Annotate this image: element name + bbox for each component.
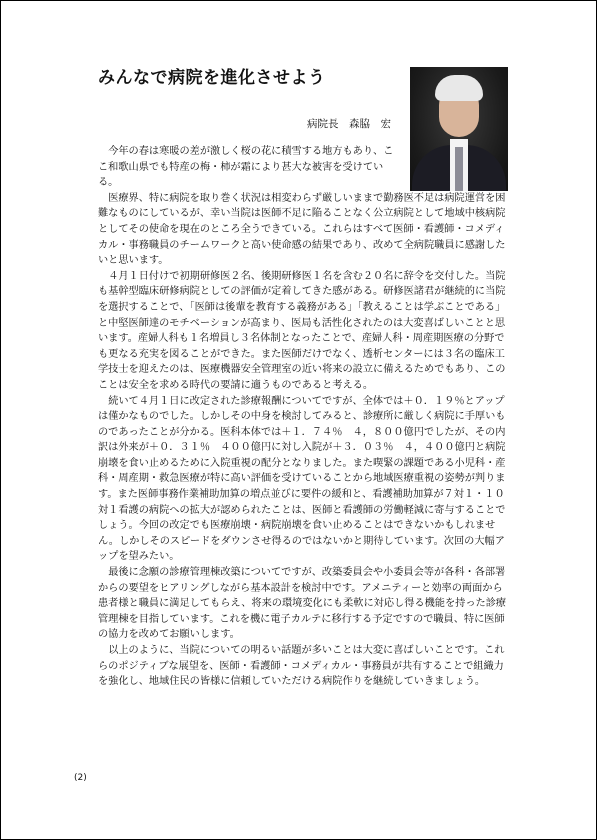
article-body <box>98 144 511 690</box>
paragraph: 最後に念願の診療管理棟改築についてですが、改築委員会や小委員会等が各科・各部署からの要望をヒアリングしながら基本設計を検討中です。アメニティーと効率の両面から患者様と職員に満足してもらえ、将来の環境変化にも柔軟に対応し得る機能を持った診療管理棟を目指しています。これを機に電子カルテに移行する予定ですので職員、特に医師の協力を改めてお願いします。 <box>98 567 507 641</box>
paragraph: 医療界、特に病院を取り巻く状況は相変わらず厳しいままで勤務医不足は病院運営を困難なものにしているが、幸い当院は医師不足に陥ることなく公立病院として地域中核病院としてその使命を現在のところ全うできている。これらはすべて医師・看護師・コメディカル・事務職員のチームワークと高い使命感の結果であり、改めて全病院職員に感謝したいと思います。 <box>98 192 506 267</box>
article-title: みんなで病院を進化させよう <box>98 68 326 88</box>
paragraph: 以上のように、当院についての明るい話題が多いことは大変に喜ばしいことです。これらのポジティブな展望を、医師・看護師・コメディカル・事務員が共有することで組織力を強化し、地域住民の皆様に信頼していただける病院作りを継続していきましょう。 <box>98 645 505 688</box>
page-number: (2) <box>74 773 87 783</box>
paragraph: 続いて４月１日に改定された診療報酬についてですが、全体では＋０．１９％とアップは僅かなものでした。しかしその中身を検討してみると、診療所に厳しく病院に手厚いものであったことが分かる。医科本体では＋１．７４％ ４，８００億円でしたが、その内訳は外来が＋０．３１％ ４００億円に対し入院が＋３．０３％ ４，４００億円と病院崩壊を食い止めるために入院重視の配分となりました。また喫緊の課題である小児科・産科・周産期・救急医療が特に高い評価を受けていることから地域医療重視の姿勢が判ります。また医師事務作業補助加算の増点並びに要件の緩和と、看護補助加算が７対１・１０対１看護の病院への拡大が認められたことは、医師と看護師の労働軽減に寄与することでしょう。今回の改定でも医療崩壊・病院崩壊を食い止めることはできないかもしれません。しかしそのスピードをダウンさせ得るのではないかと期待しています。次回の大幅アップを望みたい。 <box>98 395 506 563</box>
author-byline: 病院長 森脇 宏 <box>307 118 391 130</box>
paragraph: 今年の春は寒暖の差が激しく桜の花に積雪する地方もあり、ここ和歌山県でも特産の梅・柿が霜により甚大な被害を受けている。 <box>98 146 394 189</box>
paragraph: ４月１日付けで初期研修医２名、後期研修医１名を含む２０名に辞令を交付した。当院も基幹型臨床研修病院としての評価が定着してきた感がある。研修医諸君が継続的に当院を選択することで、「医師は後輩を教育する義務がある」「教えることは学ぶことである」と中堅医師達のモチベーションが高まり、医局も活性化されたのは大変喜ばしいことと思います。産婦人科も１名増員し３名体制となったことで、産婦人科・周産期医療の分野でも更なる充実を図ることができた。また医師だけでなく、透析センターには３名の臨床工学技士を迎えたのは、医療機器安全管理室の近い将来の設立に備えるためでもあり、このことは安全を求める時代の要請に適うものであると考える。 <box>98 270 506 391</box>
